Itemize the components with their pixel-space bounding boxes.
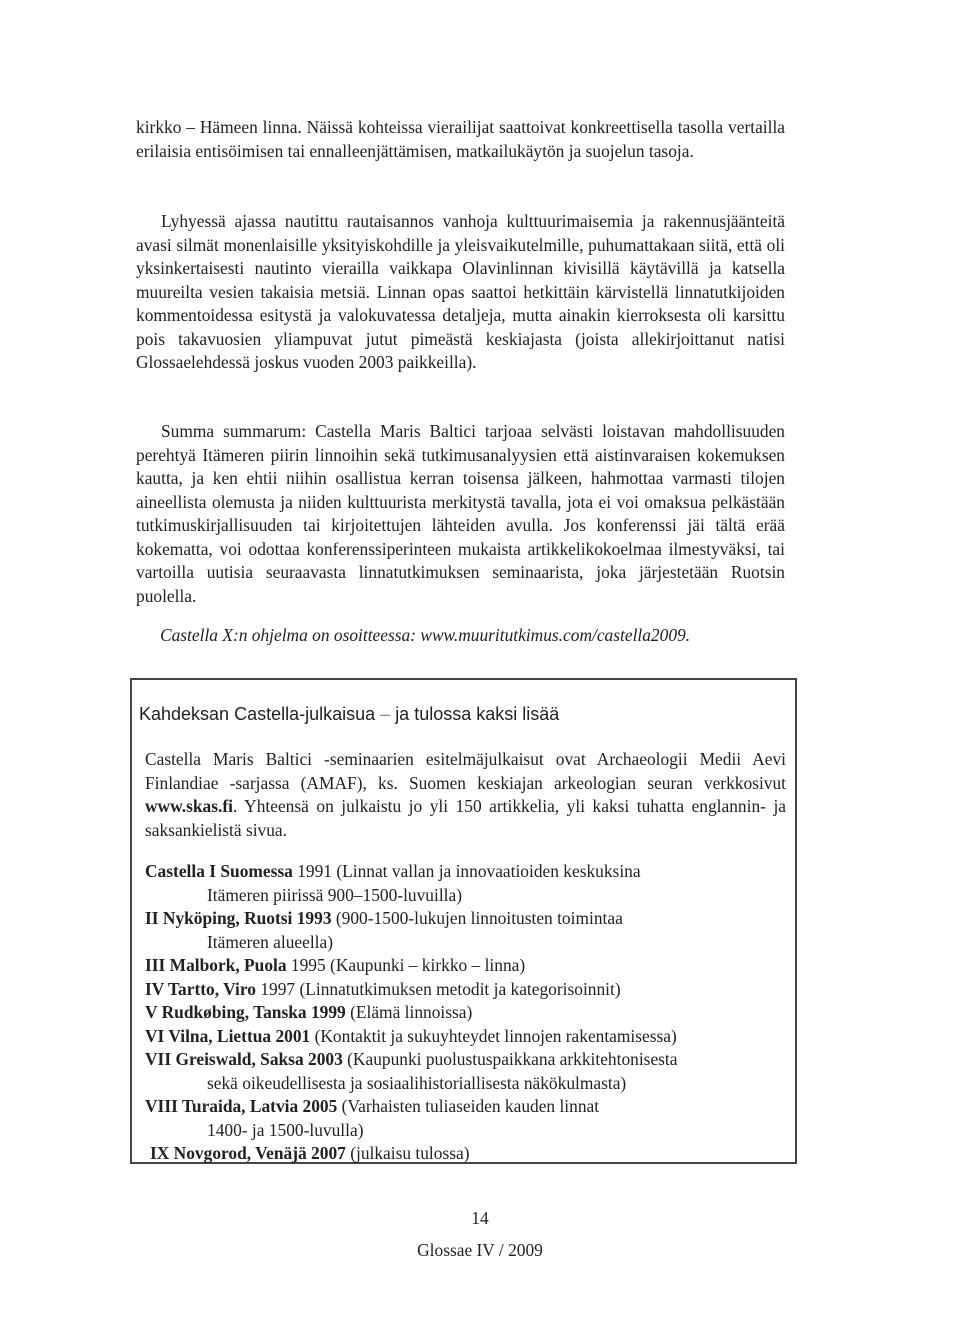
publications-intro bbox=[145, 748, 786, 842]
intro-text-before: Castella Maris Baltici -seminaarien esitelmäjulkaisut ovat Archaeologii Medii Aevi Finlandiae -sarjassa (AMAF), ks. Suomen keskiajan arkeologian seuran verkkosivut bbox=[145, 749, 786, 793]
publication-place: IV Tartto, Viro bbox=[145, 978, 256, 999]
publications-box bbox=[130, 678, 797, 1164]
publication-place: Castella I Suomessa bbox=[145, 861, 293, 881]
publication-detail: (900-1500-lukujen linnoitusten toimintaa bbox=[331, 908, 623, 928]
publications-box-title bbox=[139, 702, 559, 726]
publication-item-9 bbox=[145, 1142, 795, 1166]
skas-website: www.skas.fi bbox=[145, 796, 233, 816]
publication-item-1-continued: Itämeren piirissä 900–1500-luvuilla) bbox=[207, 884, 463, 905]
publication-place: III Malbork, Puola bbox=[145, 955, 287, 975]
publication-detail: (Elämä linnoissa) bbox=[345, 1002, 473, 1022]
publication-place: VII Greiswald, Saksa 2003 bbox=[145, 1049, 343, 1069]
publication-detail: (Varhaisten tuliaseiden kauden linnat bbox=[337, 1096, 600, 1116]
publication-detail: (julkaisu tulossa) bbox=[345, 1143, 470, 1163]
publication-detail: (Kontaktit ja sukuyhteydet linnojen rakentamisessa) bbox=[310, 1025, 677, 1046]
publication-detail: 1997 (Linnatutkimuksen metodit ja kategorisoinnit) bbox=[255, 978, 621, 999]
publication-item-8-continued: 1400- ja 1500-luvulla) bbox=[207, 1119, 364, 1140]
publication-item-4 bbox=[145, 978, 795, 1002]
publication-item-5 bbox=[145, 1001, 795, 1025]
publication-place: VI Vilna, Liettua 2001 bbox=[145, 1025, 311, 1046]
paragraph-intro: kirkko – Hämeen linna. Näissä kohteissa vierailijat saattoivat konkreettisella tasolla vertailla erilaisia entisöimisen tai ennalleenjättämisen, matkailukäytön ja suojelun tasoja. bbox=[136, 117, 785, 161]
paragraph-summary: Summa summarum: Castella Maris Baltici tarjoaa selvästi loistavan mahdollisuuden perehtyä Itämeren piirin linnoihin sekä tutkimusanalyysien että aistinvaraisen kokemuksen kautta, ja ken ehtii niihin osallistua kerran toisensa jälkeen, hahmottaa varmasti tilojen aineellista olemusta ja niiden kulttuurista merkitystä tavalla, jota ei voi omaksua pelkästään tutkimuskirjallisuuden tai kirjoitettujen lähteiden avulla. Jos konferenssi jäi tältä erää kokematta, voi odottaa konferenssiperinteen mukaista artikkelikokoelmaa ilmestyväksi, tai vartoilla uutisia seuraavasta linnatutkimuksen seminaarista, joka järjestetään Ruotsin puolella. bbox=[136, 421, 785, 606]
paragraph-castle-visits: Lyhyessä ajassa nautittu rautaisannos vanhoja kulttuurimaisemia ja rakennusjäänteitä avasi silmät monenlaisille yksityiskohdille ja yleisvaikutelmille, puhumattakaan siitä, että oli yksinkertaisesti nautinto vierailla vaikkapa Olavinlinnan kivisillä käytävillä ja katsella muureilta vesien takaisia metsiä. Linnan opas saattoi hetkittäin kärvistellä linnatutkijoiden kommentoidessa esitystä ja valokuvatessa detaljeja, mutta ainakin kierroksesta oli karsittu pois takavuosien yliampuvat jutut pimeästä keskiajasta (joista allekirjoittanut natisi Glossaelehdessä joskus vuoden 2003 paikkeilla). bbox=[136, 211, 785, 372]
box-title-main: Kahdeksan Castella-julkaisua bbox=[139, 704, 376, 724]
page-number: 14 bbox=[471, 1208, 489, 1228]
publication-item-2-continued: Itämeren alueella) bbox=[207, 931, 333, 952]
publication-item-1 bbox=[145, 860, 795, 884]
program-link-note: Castella X:n ohjelma on osoitteessa: www.muuritutkimus.com/castella2009. bbox=[160, 625, 691, 645]
box-title-dash: – bbox=[380, 704, 391, 724]
publication-item-8 bbox=[145, 1095, 795, 1119]
publication-place: V Rudkøbing, Tanska 1999 bbox=[145, 1002, 346, 1022]
publication-detail: 1991 (Linnat vallan ja innovaatioiden keskuksina bbox=[292, 861, 641, 881]
publication-item-2 bbox=[145, 907, 795, 931]
publication-place: VIII Turaida, Latvia 2005 bbox=[145, 1096, 338, 1116]
publication-item-7 bbox=[145, 1048, 795, 1072]
publications-list bbox=[145, 860, 795, 1166]
publication-detail: 1995 (Kaupunki – kirkko – linna) bbox=[286, 955, 526, 975]
footer-journal: Glossae IV / 2009 bbox=[417, 1240, 543, 1260]
intro-text-after: . Yhteensä on julkaistu jo yli 150 artikkelia, yli kaksi tuhatta englannin- ja saksankielistä sivua. bbox=[145, 796, 786, 840]
publication-item-6 bbox=[145, 1025, 795, 1049]
publication-detail: (Kaupunki puolustuspaikkana arkkitehtonisesta bbox=[342, 1049, 678, 1069]
publication-place: II Nyköping, Ruotsi 1993 bbox=[145, 908, 332, 928]
publication-place: IX Novgorod, Venäjä 2007 bbox=[150, 1143, 346, 1163]
publication-item-7-continued: sekä oikeudellisesta ja sosiaalihistoriallisesta näkökulmasta) bbox=[207, 1072, 627, 1093]
publication-item-3 bbox=[145, 954, 795, 978]
box-title-rest: ja tulossa kaksi lisää bbox=[395, 704, 560, 724]
